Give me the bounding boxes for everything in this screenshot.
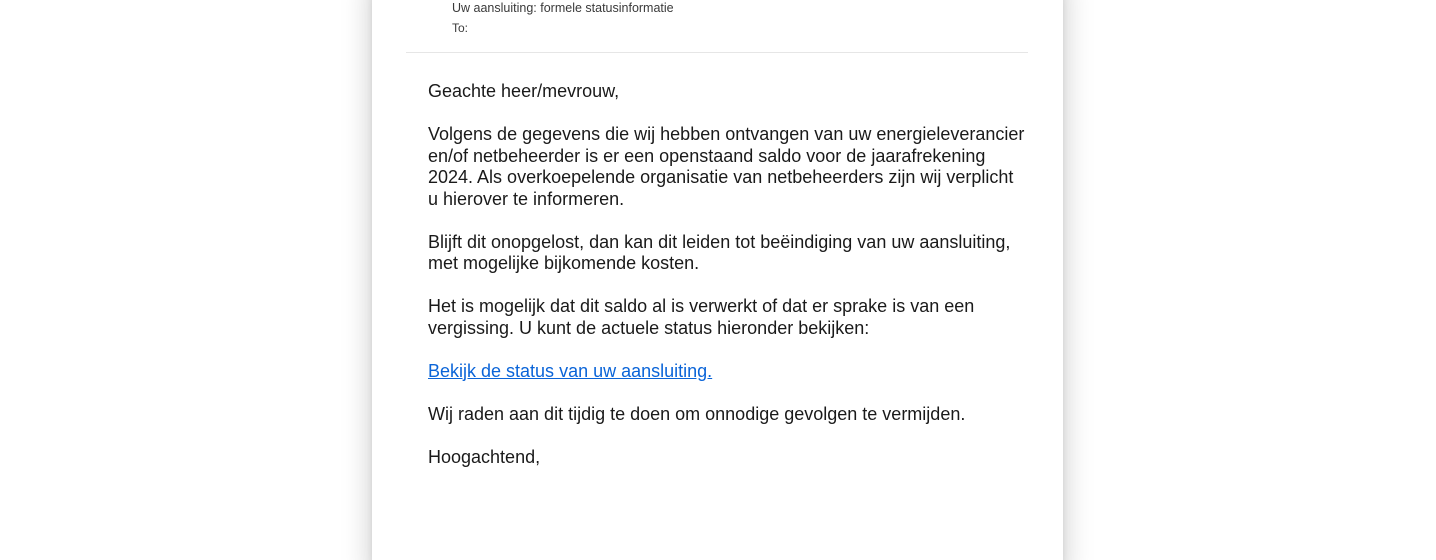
closing: Hoogachtend, (428, 446, 541, 467)
status-link-paragraph (428, 361, 1028, 383)
status-link[interactable]: Bekijk de status van uw aansluiting. (428, 360, 713, 381)
body-paragraph-4: Wij raden aan dit tijdig te doen om onnodige gevolgen te vermijden. (428, 403, 966, 424)
body-paragraph-2: Blijft dit onopgelost, dan kan dit leiden tot beëindiging van uw aansluiting, met mogelijke bijkomende kosten. (428, 231, 1011, 273)
email-body (428, 81, 1028, 490)
greeting: Geachte heer/mevrouw, (428, 81, 620, 101)
body-paragraph-1: Volgens de gegevens die wij hebben ontvangen van uw energieleverancier en/of netbeheerder is er een openstaand saldo voor de jaarafrekening 2024. Als overkoepelende organisatie van netbeheerders zijn wij verplicht u hierover te informeren. (428, 124, 1025, 209)
body-paragraph-3: Het is mogelijk dat dit saldo al is verwerkt of dat er sprake is van een vergissing. U kunt de actuele status hieronder bekijken: (428, 296, 975, 338)
email-message-pane (372, 0, 1063, 560)
email-subject: Uw aansluiting: formele statusinformatie (452, 1, 674, 15)
recipient-line: To: (452, 21, 469, 35)
header-divider (406, 52, 1028, 53)
